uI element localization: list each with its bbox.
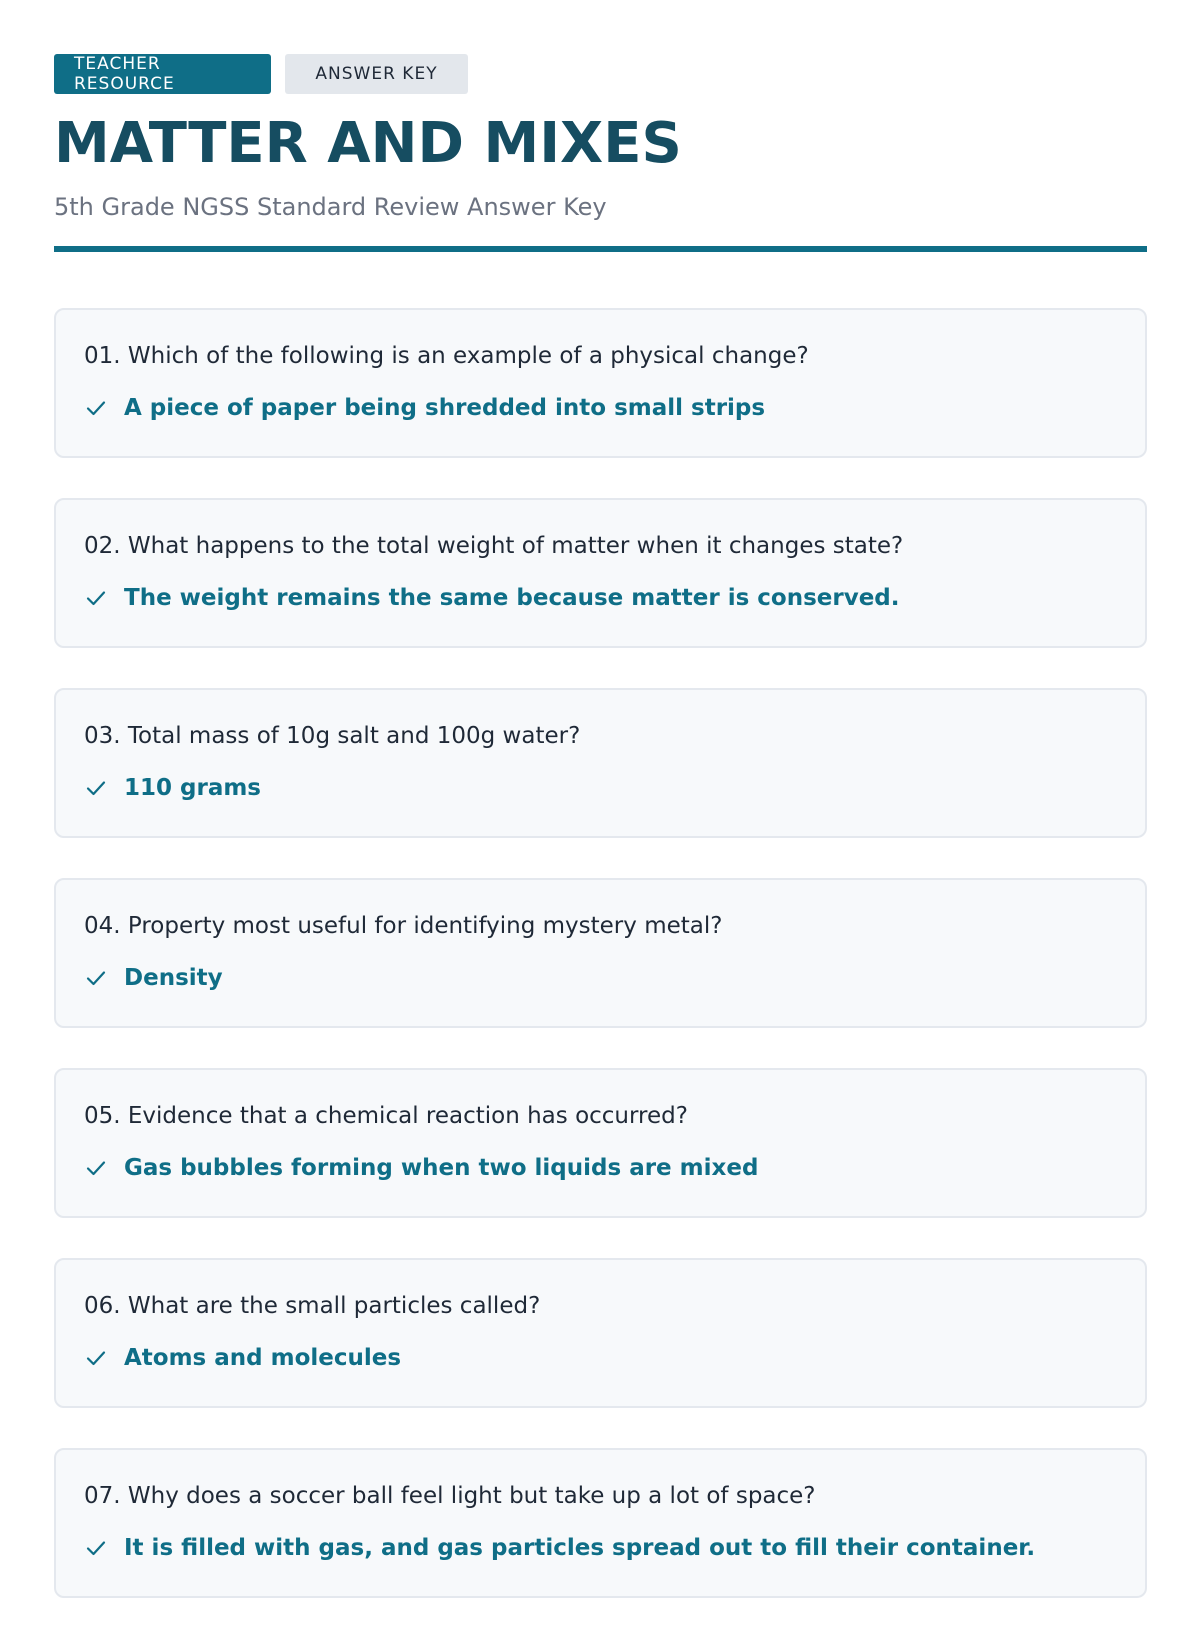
- question-card: [54, 1068, 1147, 1218]
- answer-row: [84, 392, 1117, 424]
- answer-row: [84, 1152, 1117, 1184]
- answer-text: Atoms and molecules: [124, 1345, 402, 1371]
- page-title: MATTER AND MIXES: [54, 111, 682, 176]
- page-subtitle: 5th Grade NGSS Standard Review Answer Key: [54, 193, 607, 221]
- question-prompt: Evidence that a chemical reaction has occurred?: [127, 1103, 688, 1129]
- question-card: [54, 688, 1147, 838]
- answer-row: [84, 962, 1117, 994]
- check-icon: [84, 586, 108, 610]
- question-number: 05.: [84, 1103, 121, 1129]
- page-header: [54, 54, 1147, 222]
- question-number: 01.: [84, 343, 121, 369]
- question-number: 03.: [84, 723, 121, 749]
- question-list: [54, 308, 1147, 1638]
- check-icon: [84, 966, 108, 990]
- question-prompt: Why does a soccer ball feel light but take up a lot of space?: [127, 1483, 816, 1509]
- question-text: [84, 340, 1117, 372]
- badge-row: [54, 54, 1147, 94]
- question-text: [84, 910, 1117, 942]
- question-prompt: What happens to the total weight of matter when it changes state?: [127, 533, 904, 559]
- question-text: [84, 530, 1117, 562]
- answer-text: A piece of paper being shredded into small strips: [124, 395, 766, 421]
- check-icon: [84, 1346, 108, 1370]
- answer-text: Density: [124, 965, 223, 991]
- question-prompt: Property most useful for identifying mystery metal?: [127, 913, 723, 939]
- question-prompt: Total mass of 10g salt and 100g water?: [127, 723, 581, 749]
- answer-row: [84, 1342, 1117, 1374]
- check-icon: [84, 1536, 108, 1560]
- question-card: [54, 878, 1147, 1028]
- question-card: [54, 1258, 1147, 1408]
- answer-text: Gas bubbles forming when two liquids are mixed: [124, 1155, 759, 1181]
- question-card: [54, 308, 1147, 458]
- answer-key-badge: ANSWER KEY: [285, 54, 468, 94]
- answer-text: The weight remains the same because matter is conserved.: [124, 585, 900, 611]
- check-icon: [84, 776, 108, 800]
- answer-row: [84, 772, 1117, 804]
- check-icon: [84, 1156, 108, 1180]
- question-prompt: Which of the following is an example of a physical change?: [127, 343, 809, 369]
- question-text: [84, 1480, 1117, 1512]
- header-divider: [54, 246, 1147, 252]
- question-card: [54, 498, 1147, 648]
- question-number: 07.: [84, 1483, 121, 1509]
- question-text: [84, 1290, 1117, 1322]
- teacher-resource-badge: TEACHER RESOURCE: [54, 54, 271, 94]
- answer-text: 110 grams: [124, 775, 262, 801]
- question-card: [54, 1448, 1147, 1598]
- answer-text: It is filled with gas, and gas particles spread out to fill their container.: [124, 1535, 1036, 1561]
- question-text: [84, 720, 1117, 752]
- question-number: 02.: [84, 533, 121, 559]
- question-number: 06.: [84, 1293, 121, 1319]
- answer-row: [84, 1532, 1117, 1564]
- check-icon: [84, 396, 108, 420]
- question-text: [84, 1100, 1117, 1132]
- answer-row: [84, 582, 1117, 614]
- question-prompt: What are the small particles called?: [127, 1293, 541, 1319]
- question-number: 04.: [84, 913, 121, 939]
